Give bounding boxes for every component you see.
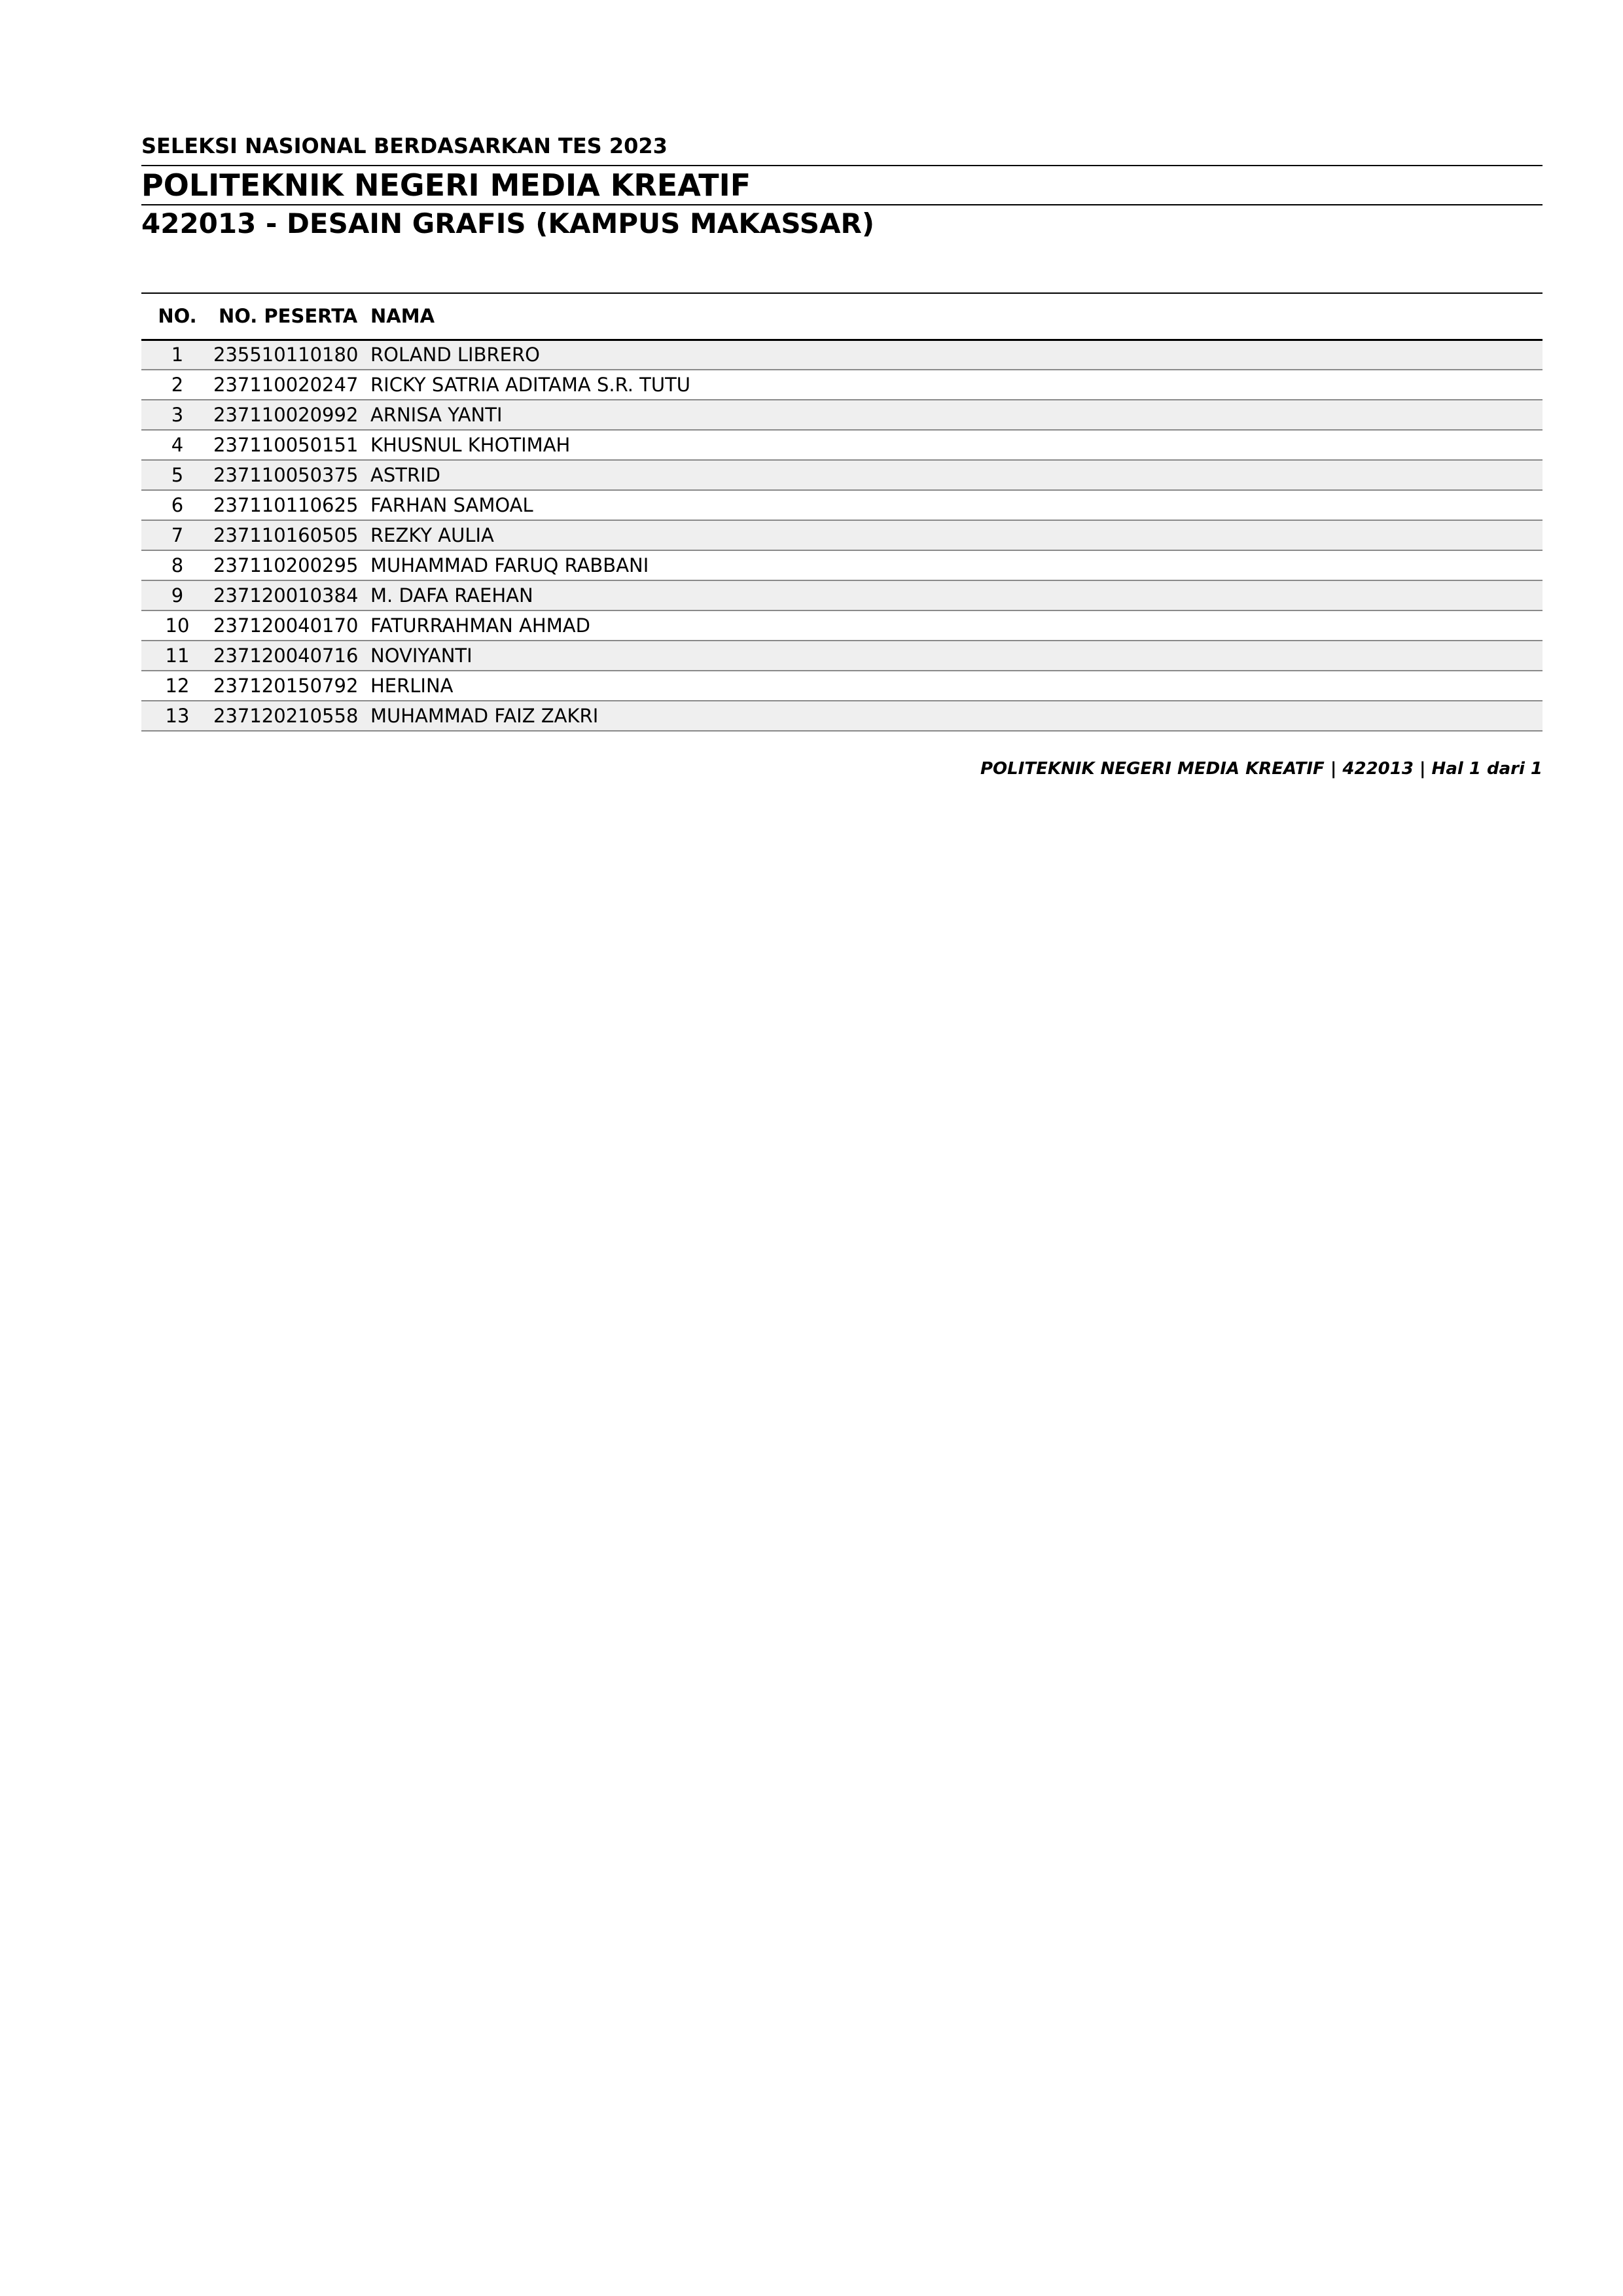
participants-table-container (141, 292, 1543, 732)
selection-title: SELEKSI NASIONAL BERDASARKAN TES 2023 (141, 131, 1543, 166)
participant-name: KHUSNUL KHOTIMAH (370, 434, 571, 456)
participant-number: 237120040716 (213, 645, 359, 667)
row-number: 12 (165, 675, 190, 697)
participant-number: 237120010384 (213, 584, 359, 607)
participant-number: 237110020247 (213, 374, 359, 396)
institution-title: POLITEKNIK NEGERI MEDIA KREATIF (141, 166, 1543, 205)
row-number: 2 (171, 374, 184, 396)
row-number: 8 (171, 554, 184, 576)
table-row (141, 550, 1543, 580)
participant-number: 237110050375 (213, 464, 359, 486)
table-row (141, 610, 1543, 641)
page-footer: POLITEKNIK NEGERI MEDIA KREATIF | 422013 | Hal 1 dari 1 (980, 759, 1543, 779)
table-row (141, 641, 1543, 671)
participant-name: M. DAFA RAEHAN (370, 584, 533, 607)
participant-name: MUHAMMAD FAIZ ZAKRI (370, 705, 599, 727)
participant-name: NOVIYANTI (370, 645, 473, 667)
participant-name: MUHAMMAD FARUQ RABBANI (370, 554, 649, 576)
row-number: 4 (171, 434, 184, 456)
participant-number: 237120150792 (213, 675, 359, 697)
row-number: 5 (171, 464, 184, 486)
participant-name: ARNISA YANTI (370, 404, 503, 426)
participant-number: 237110110625 (213, 494, 359, 516)
participant-number: 237120210558 (213, 705, 359, 727)
row-number: 3 (171, 404, 184, 426)
column-header-peserta: NO. PESERTA (219, 305, 358, 328)
participant-name: FARHAN SAMOAL (370, 494, 533, 516)
participant-number: 237120040170 (213, 614, 359, 637)
column-header-no: NO. (158, 305, 197, 328)
participant-number: 235510110180 (213, 344, 359, 366)
table-row (141, 671, 1543, 701)
table-row (141, 460, 1543, 490)
participant-number: 237110160505 (213, 524, 359, 546)
table-row (141, 430, 1543, 460)
table-row (141, 340, 1543, 370)
row-number: 6 (171, 494, 184, 516)
participant-name: HERLINA (370, 675, 454, 697)
participant-number: 237110200295 (213, 554, 359, 576)
participant-name: REZKY AULIA (370, 524, 494, 546)
participant-number: 237110050151 (213, 434, 359, 456)
table-header-row (141, 293, 1543, 340)
table-row (141, 400, 1543, 430)
participant-name: ROLAND LIBRERO (370, 344, 540, 366)
program-title: 422013 - DESAIN GRAFIS (KAMPUS MAKASSAR) (141, 207, 875, 239)
table-row (141, 701, 1543, 731)
participant-name: RICKY SATRIA ADITAMA S.R. TUTU (370, 374, 691, 396)
row-number: 13 (165, 705, 190, 727)
row-number: 9 (171, 584, 184, 607)
table-body (141, 340, 1543, 731)
table-row (141, 520, 1543, 550)
participants-table (141, 292, 1543, 732)
row-number: 1 (171, 344, 184, 366)
participant-number: 237110020992 (213, 404, 359, 426)
table-row (141, 580, 1543, 610)
row-number: 11 (165, 645, 190, 667)
participant-name: FATURRAHMAN AHMAD (370, 614, 590, 637)
column-header-nama: NAMA (370, 305, 435, 328)
participant-name: ASTRID (370, 464, 440, 486)
table-row (141, 370, 1543, 400)
row-number: 7 (171, 524, 184, 546)
table-header (141, 293, 1543, 340)
document-header (141, 131, 1543, 242)
table-row (141, 490, 1543, 520)
row-number: 10 (165, 614, 190, 637)
